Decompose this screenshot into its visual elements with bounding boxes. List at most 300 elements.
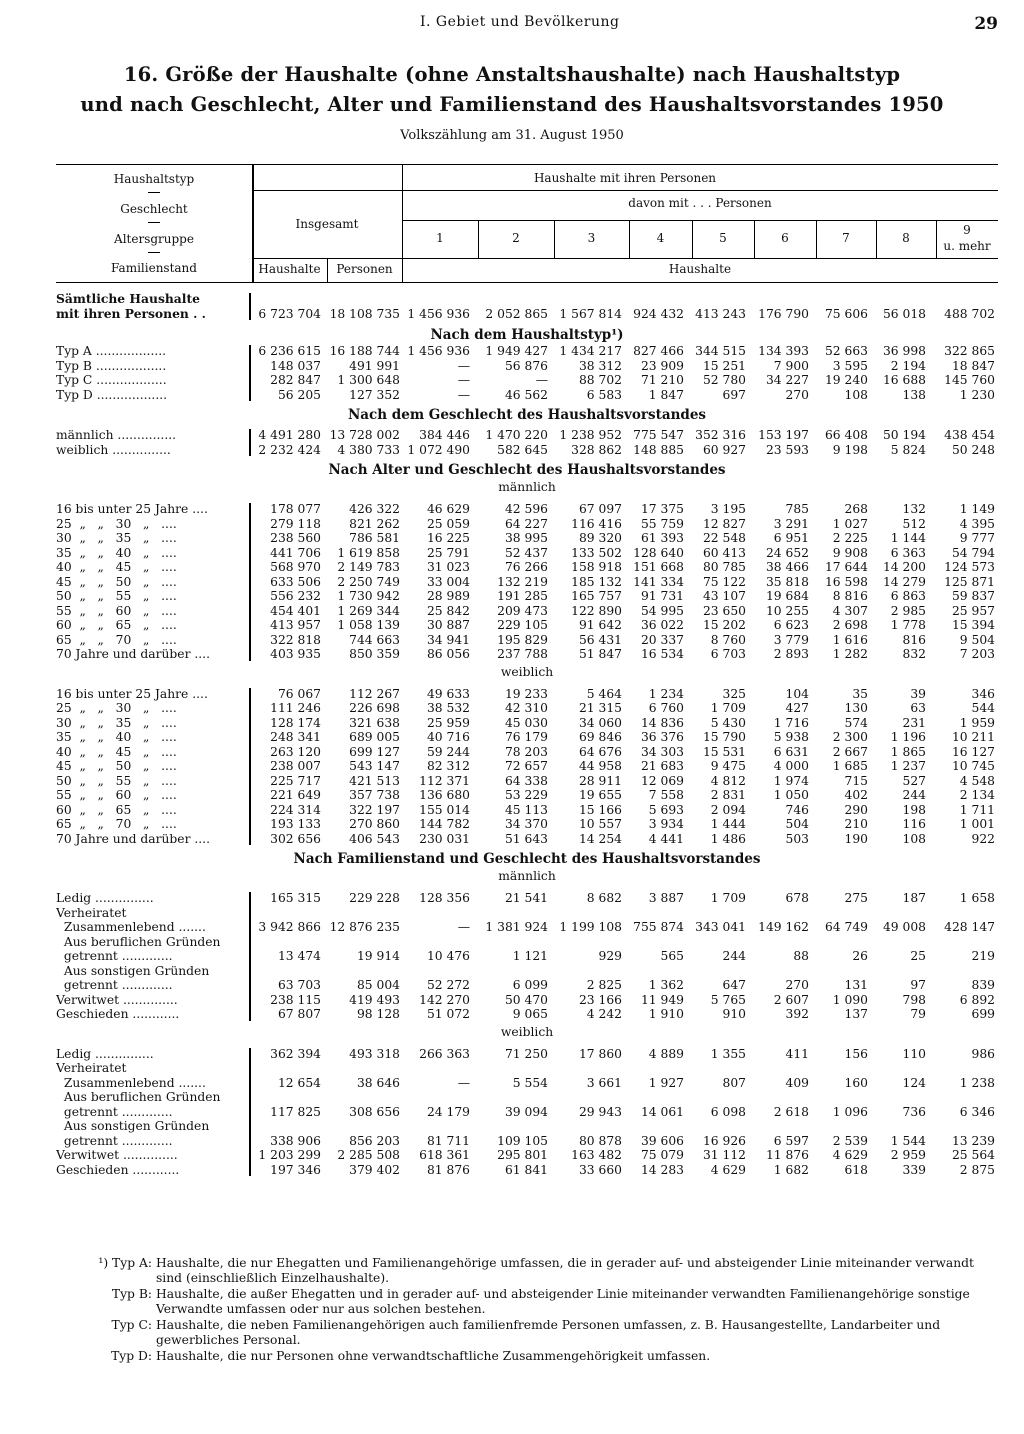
header-rule bbox=[252, 190, 998, 191]
table-cell: 10 211 bbox=[951, 730, 995, 744]
table-cell: 187 bbox=[902, 891, 926, 905]
row-label: Aus beruflichen Gründen bbox=[56, 934, 221, 949]
table-cell: 14 279 bbox=[882, 574, 926, 589]
row-label: 45 „ „ 50 „ .... bbox=[56, 759, 177, 773]
table-cell: 16 926 bbox=[702, 1133, 746, 1148]
table-cell: 42 310 bbox=[504, 701, 548, 715]
table-cell: 54 794 bbox=[951, 545, 995, 560]
table-cell: 38 532 bbox=[426, 701, 470, 715]
table-cell: 527 bbox=[902, 773, 926, 788]
row-label: Zusammenlebend ....... bbox=[56, 1075, 206, 1090]
table-cell: 229 228 bbox=[349, 891, 400, 905]
table-cell: 237 788 bbox=[497, 647, 548, 661]
table-cell: 17 644 bbox=[824, 560, 868, 574]
footnote-text: Haushalte, die neben Familienangehörigen auch familienfremde Personen umfassen, z. B. Hausangestellte, Landarbeiter und gewerbliches Personal. bbox=[156, 1318, 941, 1347]
table-cell: 290 bbox=[844, 802, 868, 817]
table-cell: 699 bbox=[971, 1007, 995, 1021]
table-cell: 7 558 bbox=[648, 788, 684, 802]
table-cell: 807 bbox=[722, 1075, 746, 1090]
table-cell: 832 bbox=[902, 647, 926, 661]
table-cell: 689 005 bbox=[349, 730, 400, 744]
table-cell: 1 486 bbox=[710, 831, 746, 846]
table-cell: 699 127 bbox=[349, 744, 400, 759]
table-cell: 8 682 bbox=[586, 891, 622, 905]
row-label: Zusammenlebend ....... bbox=[56, 920, 206, 934]
table-cell: 9 198 bbox=[832, 442, 868, 457]
table-row bbox=[56, 1076, 998, 1091]
table-row bbox=[56, 1007, 998, 1022]
table-cell: 5 554 bbox=[512, 1075, 548, 1090]
header-rule bbox=[402, 258, 998, 259]
table-cell: 2 607 bbox=[773, 992, 809, 1007]
row-label: 16 bis unter 25 Jahre .... bbox=[56, 686, 208, 701]
table-cell: 64 338 bbox=[504, 773, 548, 788]
table-cell: 44 958 bbox=[578, 759, 622, 773]
table-cell: 19 240 bbox=[824, 373, 868, 387]
stub-rule bbox=[249, 688, 251, 846]
table-cell: 23 909 bbox=[640, 358, 684, 373]
table-cell: 28 911 bbox=[578, 773, 622, 788]
table-cell: 19 655 bbox=[578, 788, 622, 802]
table-cell: 193 133 bbox=[270, 817, 321, 831]
table-cell: 19 914 bbox=[356, 949, 400, 963]
table-cell: 362 394 bbox=[270, 1046, 321, 1061]
header-size-1: 1 bbox=[436, 231, 444, 245]
table-cell: — bbox=[457, 358, 470, 373]
table-cell: 4 491 280 bbox=[258, 428, 321, 442]
table-cell: 78 203 bbox=[504, 744, 548, 759]
row-label: Aus sonstigen Gründen bbox=[56, 1119, 210, 1133]
table-cell: 31 023 bbox=[426, 560, 470, 574]
table-row bbox=[56, 517, 998, 532]
table-cell: 419 493 bbox=[349, 992, 400, 1007]
table-cell: 1 300 648 bbox=[337, 373, 400, 387]
table-cell: 18 108 735 bbox=[329, 306, 400, 321]
table-cell: 53 229 bbox=[504, 788, 548, 802]
table-cell: 28 989 bbox=[426, 589, 470, 603]
table-cell: 23 593 bbox=[765, 442, 809, 457]
subgroup-caption: weiblich bbox=[500, 664, 554, 679]
table-body bbox=[56, 284, 998, 1177]
table-cell: 10 745 bbox=[951, 759, 995, 773]
table-cell: 850 359 bbox=[349, 647, 400, 661]
table-row bbox=[56, 647, 998, 662]
stub-rule bbox=[249, 892, 251, 1021]
table-cell: 124 bbox=[902, 1075, 926, 1090]
table-cell: 6 951 bbox=[773, 531, 809, 545]
table-cell: 224 314 bbox=[270, 802, 321, 817]
table-cell: 34 370 bbox=[504, 817, 548, 831]
table-cell: 50 248 bbox=[951, 442, 995, 457]
table-cell: 357 738 bbox=[349, 788, 400, 802]
row-label: getrennt ............. bbox=[56, 949, 173, 963]
table-cell: 1 001 bbox=[959, 817, 995, 831]
stub-rule bbox=[249, 429, 251, 456]
table-cell: 67 807 bbox=[277, 1007, 321, 1021]
table-cell: 23 650 bbox=[702, 603, 746, 618]
table-cell: 21 315 bbox=[578, 701, 622, 715]
row-label: 45 „ „ 50 „ .... bbox=[56, 574, 177, 589]
table-cell: 56 431 bbox=[578, 632, 622, 647]
table-cell: 45 113 bbox=[504, 802, 548, 817]
row-label: getrennt ............. bbox=[56, 1104, 173, 1119]
table-cell: 238 007 bbox=[270, 759, 321, 773]
table-cell: 6 863 bbox=[890, 589, 926, 603]
table-cell: — bbox=[457, 387, 470, 402]
table-cell: 19 233 bbox=[504, 686, 548, 701]
table-cell: 125 871 bbox=[944, 574, 995, 589]
table-cell: 1 144 bbox=[890, 531, 926, 545]
table-cell: 6 760 bbox=[648, 701, 684, 715]
table-cell: 328 862 bbox=[571, 442, 622, 457]
table-cell: 512 bbox=[902, 516, 926, 531]
header-insgesamt: Insgesamt bbox=[295, 217, 359, 231]
subgroup-caption: weiblich bbox=[500, 1024, 554, 1039]
table-cell: 46 629 bbox=[426, 502, 470, 516]
table-cell: 346 bbox=[971, 686, 995, 701]
table-cell: 4 000 bbox=[773, 759, 809, 773]
table-row bbox=[56, 1148, 998, 1163]
table-cell: 36 376 bbox=[640, 730, 684, 744]
table-cell: 128 640 bbox=[633, 545, 684, 560]
table-cell: 155 014 bbox=[419, 802, 470, 817]
table-cell: 1 730 942 bbox=[337, 589, 400, 603]
table-row bbox=[56, 687, 998, 702]
table-cell: 3 195 bbox=[710, 502, 746, 516]
table-cell: 929 bbox=[598, 949, 622, 963]
table-cell: 33 004 bbox=[426, 574, 470, 589]
row-label: Sämtliche Haushalte bbox=[56, 292, 200, 306]
stub-dash bbox=[148, 192, 160, 193]
table-cell: 185 132 bbox=[571, 574, 622, 589]
table-cell: 88 bbox=[793, 949, 809, 963]
table-cell: 633 506 bbox=[270, 574, 321, 589]
footnote bbox=[86, 1349, 986, 1364]
table-cell: 379 402 bbox=[349, 1162, 400, 1177]
table-cell: 14 200 bbox=[882, 560, 926, 574]
table-cell: 543 147 bbox=[349, 759, 400, 773]
table-cell: 308 656 bbox=[349, 1104, 400, 1119]
table-cell: 43 107 bbox=[702, 589, 746, 603]
table-cell: 110 bbox=[902, 1046, 926, 1061]
stub-rule bbox=[249, 293, 251, 320]
table-cell: 647 bbox=[722, 978, 746, 992]
table-cell: 322 865 bbox=[944, 344, 995, 358]
table-cell: 268 bbox=[844, 502, 868, 516]
table-cell: 6 099 bbox=[512, 978, 548, 992]
table-cell: 1 658 bbox=[959, 891, 995, 905]
section-heading-haushaltstyp: Nach dem Haushaltstyp¹) bbox=[430, 327, 624, 343]
table-cell: 2 225 bbox=[832, 531, 868, 545]
table-cell: 3 595 bbox=[832, 358, 868, 373]
table-cell: 59 837 bbox=[951, 589, 995, 603]
table-cell: 1 778 bbox=[890, 618, 926, 632]
table-cell: 821 262 bbox=[349, 516, 400, 531]
table-cell: 97 bbox=[910, 978, 926, 992]
footnote-text: Haushalte, die nur Ehegatten und Familienangehörige umfassen, die in gerader auf- und absteigender Linie miteinander verwandt sind (einschließlich Einzelhaushalte). bbox=[156, 1256, 974, 1285]
footnote-key: Typ D: bbox=[111, 1349, 152, 1363]
table-cell: 1 072 490 bbox=[407, 442, 470, 457]
table-row bbox=[56, 701, 998, 716]
table-cell: 15 790 bbox=[702, 730, 746, 744]
table-cell: 1 619 858 bbox=[337, 545, 400, 560]
stub-rule bbox=[249, 345, 251, 401]
table-row bbox=[56, 633, 998, 648]
table-cell: 142 270 bbox=[419, 992, 470, 1007]
table-row bbox=[56, 1047, 998, 1062]
table-cell: 132 bbox=[902, 502, 926, 516]
table-cell: 9 475 bbox=[710, 759, 746, 773]
table-cell: 38 312 bbox=[578, 358, 622, 373]
table-row bbox=[56, 774, 998, 789]
table-cell: 1 199 108 bbox=[559, 920, 622, 934]
table-row bbox=[56, 1105, 998, 1120]
header-haushalte-mit-personen: Haushalte mit ihren Personen bbox=[533, 171, 717, 185]
table-cell: 25 957 bbox=[951, 603, 995, 618]
table-cell: 15 394 bbox=[951, 618, 995, 632]
row-label: Verwitwet .............. bbox=[56, 992, 178, 1007]
table-cell: 25 059 bbox=[426, 516, 470, 531]
table-cell: 60 927 bbox=[702, 442, 746, 457]
table-cell: 556 232 bbox=[270, 589, 321, 603]
table-cell: 1 959 bbox=[959, 715, 995, 730]
table-cell: 2 300 bbox=[832, 730, 868, 744]
stub-dash bbox=[148, 222, 160, 223]
table-cell: 34 941 bbox=[426, 632, 470, 647]
footnote bbox=[86, 1256, 986, 1285]
table-cell: 5 693 bbox=[648, 802, 684, 817]
table-cell: 158 918 bbox=[571, 560, 622, 574]
table-cell: 14 254 bbox=[578, 831, 622, 846]
table-cell: 238 115 bbox=[270, 992, 321, 1007]
table-cell: 59 244 bbox=[426, 744, 470, 759]
table-cell: 104 bbox=[785, 686, 809, 701]
table-cell: 67 097 bbox=[578, 502, 622, 516]
table-cell: 1 711 bbox=[959, 802, 995, 817]
table-cell: 72 657 bbox=[504, 759, 548, 773]
table-cell: 1 234 bbox=[648, 686, 684, 701]
table-cell: 17 860 bbox=[578, 1046, 622, 1061]
table-cell: 52 437 bbox=[504, 545, 548, 560]
table-cell: 5 430 bbox=[710, 715, 746, 730]
table-cell: 49 633 bbox=[426, 686, 470, 701]
row-label: 25 „ „ 30 „ .... bbox=[56, 516, 177, 531]
table-cell: 1 058 139 bbox=[337, 618, 400, 632]
row-label: Geschieden ............ bbox=[56, 1007, 180, 1021]
table-cell: 38 466 bbox=[765, 560, 809, 574]
table-cell: 51 643 bbox=[504, 831, 548, 846]
table-cell: 85 004 bbox=[356, 978, 400, 992]
table-cell: 2 667 bbox=[832, 744, 868, 759]
table-cell: 426 322 bbox=[349, 502, 400, 516]
table-cell: 54 995 bbox=[640, 603, 684, 618]
table-cell: 210 bbox=[844, 817, 868, 831]
table-cell: 266 363 bbox=[419, 1046, 470, 1061]
table-cell: 16 225 bbox=[426, 531, 470, 545]
table-cell: 91 642 bbox=[578, 618, 622, 632]
table-cell: 10 557 bbox=[578, 817, 622, 831]
table-cell: 6 631 bbox=[773, 744, 809, 759]
table-cell: 2 149 783 bbox=[337, 560, 400, 574]
row-spacer bbox=[56, 284, 998, 292]
table-cell: 18 847 bbox=[951, 358, 995, 373]
table-cell: 52 272 bbox=[426, 978, 470, 992]
table-cell: 339 bbox=[902, 1162, 926, 1177]
table-cell: 775 547 bbox=[633, 428, 684, 442]
table-cell: 1 974 bbox=[773, 773, 809, 788]
table-cell: 3 661 bbox=[586, 1075, 622, 1090]
table-cell: 29 943 bbox=[578, 1104, 622, 1119]
table-cell: 1 096 bbox=[832, 1104, 868, 1119]
table-cell: 13 239 bbox=[951, 1133, 995, 1148]
table-row bbox=[56, 1090, 998, 1105]
table-cell: 1 237 bbox=[890, 759, 926, 773]
table-row bbox=[56, 993, 998, 1008]
table-cell: 2 052 865 bbox=[485, 306, 548, 321]
header-size-5: 5 bbox=[719, 231, 727, 245]
table-cell: 321 638 bbox=[349, 715, 400, 730]
table-cell: 2 893 bbox=[773, 647, 809, 661]
row-label: 35 „ „ 40 „ .... bbox=[56, 545, 177, 560]
table-cell: 4 548 bbox=[959, 773, 995, 788]
table-cell: 16 534 bbox=[640, 647, 684, 661]
table-cell: 25 842 bbox=[426, 603, 470, 618]
row-label: 35 „ „ 40 „ .... bbox=[56, 730, 177, 744]
table-cell: 2 875 bbox=[959, 1162, 995, 1177]
table-cell: 111 246 bbox=[270, 701, 321, 715]
table-cell: 49 008 bbox=[882, 920, 926, 934]
header-unit-haushalte: Haushalte bbox=[668, 262, 732, 276]
table-cell: 51 072 bbox=[426, 1007, 470, 1021]
table-cell: 38 646 bbox=[356, 1075, 400, 1090]
table-cell: 81 876 bbox=[426, 1162, 470, 1177]
row-label: Typ C .................. bbox=[56, 373, 167, 387]
table-cell: 1 910 bbox=[648, 1007, 684, 1021]
table-cell: 42 596 bbox=[504, 502, 548, 516]
stub-label-familienstand: Familienstand bbox=[111, 261, 197, 275]
table-cell: 50 470 bbox=[504, 992, 548, 1007]
table-cell: 56 876 bbox=[504, 358, 548, 373]
table-cell: 3 887 bbox=[648, 891, 684, 905]
table-cell: 76 179 bbox=[504, 730, 548, 744]
table-cell: 198 bbox=[902, 802, 926, 817]
row-label: 70 Jahre und darüber .... bbox=[56, 647, 210, 661]
table-cell: 6 703 bbox=[710, 647, 746, 661]
table-cell: 34 227 bbox=[765, 373, 809, 387]
table-cell: 134 393 bbox=[758, 344, 809, 358]
table-cell: 270 bbox=[785, 387, 809, 402]
row-label: 60 „ „ 65 „ .... bbox=[56, 802, 177, 817]
row-label: 70 Jahre und darüber .... bbox=[56, 831, 210, 846]
table-cell: 3 942 866 bbox=[258, 920, 321, 934]
table-cell: 25 959 bbox=[426, 715, 470, 730]
table-cell: 163 482 bbox=[571, 1148, 622, 1162]
table-cell: 1 149 bbox=[959, 502, 995, 516]
table-cell: 9 777 bbox=[959, 531, 995, 545]
table-cell: 15 166 bbox=[578, 802, 622, 817]
subgroup-caption: männlich bbox=[498, 480, 556, 494]
table-cell: 6 583 bbox=[586, 387, 622, 402]
table-cell: 322 197 bbox=[349, 802, 400, 817]
table-cell: 6 597 bbox=[773, 1133, 809, 1148]
table-cell: 4 441 bbox=[648, 831, 684, 846]
table-cell: 16 688 bbox=[882, 373, 926, 387]
header-rule bbox=[402, 220, 998, 221]
row-label: mit ihren Personen . . bbox=[56, 306, 206, 321]
table-cell: 270 bbox=[785, 978, 809, 992]
row-label: weiblich ............... bbox=[56, 442, 171, 457]
table-cell: 116 416 bbox=[571, 516, 622, 531]
table-cell: 64 749 bbox=[824, 920, 868, 934]
table-cell: 34 303 bbox=[640, 744, 684, 759]
table-cell: 302 656 bbox=[270, 831, 321, 846]
table-cell: 1 709 bbox=[710, 891, 746, 905]
row-label: 25 „ „ 30 „ .... bbox=[56, 701, 177, 715]
table-cell: 263 120 bbox=[270, 744, 321, 759]
table-cell: 618 bbox=[844, 1162, 868, 1177]
table-cell: 4 395 bbox=[959, 516, 995, 531]
table-cell: 145 760 bbox=[944, 373, 995, 387]
table-row bbox=[56, 292, 998, 307]
table-row bbox=[56, 1163, 998, 1178]
table-cell: 6 892 bbox=[959, 992, 995, 1007]
table-cell: 2 825 bbox=[586, 978, 622, 992]
table-cell: 137 bbox=[844, 1007, 868, 1021]
row-label: 50 „ „ 55 „ .... bbox=[56, 773, 177, 788]
table-cell: 165 315 bbox=[270, 891, 321, 905]
table-row bbox=[56, 978, 998, 993]
table-cell: 282 847 bbox=[270, 373, 321, 387]
table-cell: 79 bbox=[910, 1007, 926, 1021]
table-cell: 322 818 bbox=[270, 632, 321, 647]
table-cell: 4 242 bbox=[586, 1007, 622, 1021]
subgroup-caption: männlich bbox=[498, 869, 556, 883]
table-cell: 1 230 bbox=[959, 387, 995, 402]
table-cell: 427 bbox=[785, 701, 809, 715]
table-cell: 117 825 bbox=[270, 1104, 321, 1119]
table-cell: 15 202 bbox=[702, 618, 746, 632]
table-cell: 279 118 bbox=[270, 516, 321, 531]
row-label: Typ A .................. bbox=[56, 344, 167, 358]
table-cell: 86 056 bbox=[426, 647, 470, 661]
table-cell: 2 094 bbox=[710, 802, 746, 817]
table-subtitle: Volkszählung am 31. August 1950 bbox=[400, 128, 624, 143]
table-cell: 61 393 bbox=[640, 531, 684, 545]
table-cell: 160 bbox=[844, 1075, 868, 1090]
table-title-line-1: 16. Größe der Haushalte (ohne Anstaltshaushalte) nach Haushaltstyp bbox=[123, 63, 901, 86]
row-label: 65 „ „ 70 „ .... bbox=[56, 817, 177, 831]
footnote-text: Haushalte, die außer Ehegatten und in gerader auf- und absteigender Linie miteinander verwandten Familienangehörige sonstige Verwandte umfassen oder nur aus solchen bestehen. bbox=[156, 1287, 970, 1316]
stub-dash bbox=[148, 252, 160, 253]
table-cell: 295 801 bbox=[497, 1148, 548, 1162]
table-cell: 221 649 bbox=[270, 788, 321, 802]
table-cell: 11 876 bbox=[765, 1148, 809, 1162]
table-cell: 82 312 bbox=[426, 759, 470, 773]
table-cell: 64 676 bbox=[578, 744, 622, 759]
table-cell: 35 818 bbox=[765, 574, 809, 589]
table-cell: 31 112 bbox=[702, 1148, 746, 1162]
table-cell: 130 bbox=[844, 701, 868, 715]
table-cell: 138 bbox=[902, 387, 926, 402]
table-cell: 16 188 744 bbox=[329, 344, 400, 358]
table-cell: 986 bbox=[971, 1046, 995, 1061]
row-label: männlich ............... bbox=[56, 428, 177, 442]
table-cell: 2 618 bbox=[773, 1104, 809, 1119]
row-label: Aus beruflichen Gründen bbox=[56, 1090, 221, 1104]
section-heading-geschlecht: Nach dem Geschlecht des Haushaltsvorstandes bbox=[347, 407, 707, 423]
table-cell: 582 645 bbox=[497, 442, 548, 457]
section-heading-familienstand: Nach Familienstand und Geschlecht des Haushaltsvorstandes bbox=[293, 851, 761, 867]
